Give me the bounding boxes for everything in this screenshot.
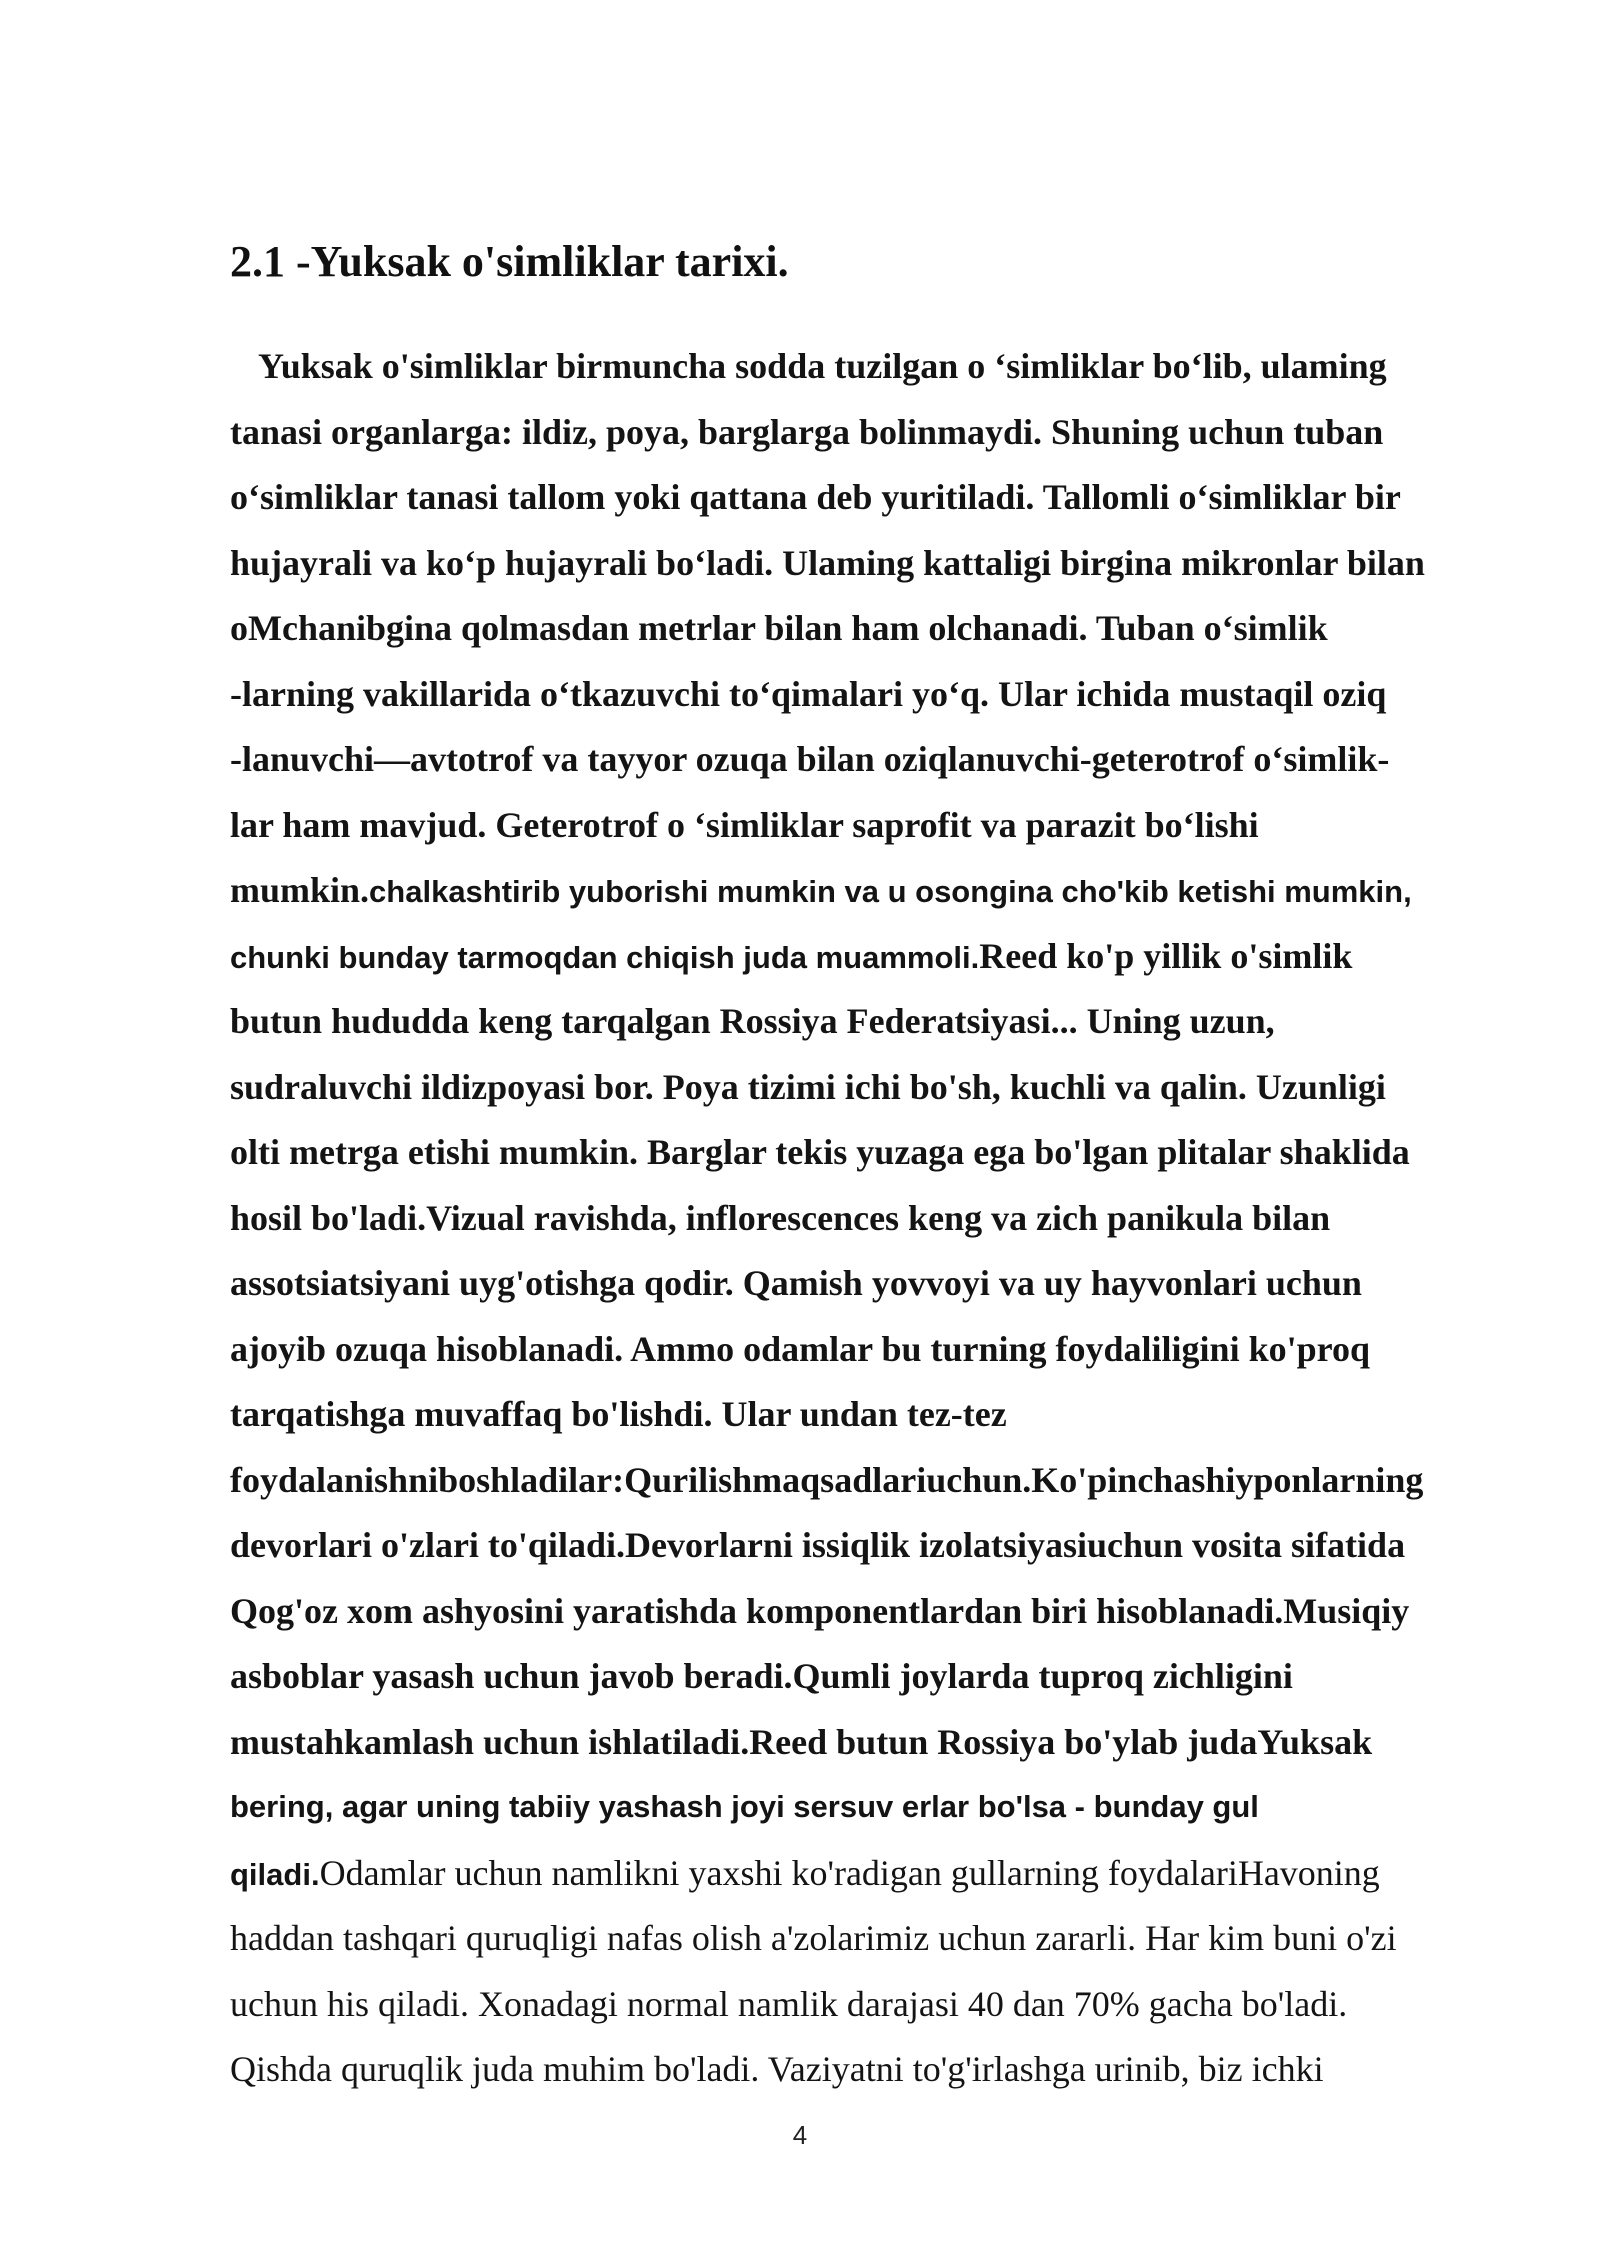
text-run: foydalanishniboshladilar:Qurilishmaqsadlariuchun.Ko'pinchashiyponlarning	[230, 1459, 1424, 1500]
text-line	[230, 1650, 1530, 1716]
text-run: Yuksak o'simliklar birmuncha sodda tuzilgan o ‘simliklar bo‘lib, ulaming	[258, 346, 1387, 386]
text-line	[230, 1781, 1530, 1847]
text-line	[230, 1847, 1530, 1913]
text-run: qiladi.	[230, 1856, 320, 1892]
text-run: olti metrga etishi mumkin. Barglar tekis yuzaga ega bo'lgan plitalar shaklida	[230, 1132, 1410, 1172]
text-run: Odamlar uchun namlikni yaxshi ko'radigan gullarning foydalariHavoning	[319, 1852, 1380, 1893]
text-run: hujayrali va ko‘p hujayrali bo‘ladi. Ulaming kattaligi birgina mikronlar bilan	[230, 542, 1425, 583]
text-line	[230, 340, 1530, 406]
text-run: ajoyib ozuqa hisoblanadi. Ammo odamlar bu turning foydaliligini ko'proq	[230, 1328, 1370, 1369]
text-run: hosil bo'ladi.Vizual ravishda, inflorescences keng va zich panikula bilan	[230, 1197, 1331, 1238]
text-line	[230, 668, 1530, 734]
text-run: chalkashtirib yuborishi mumkin va u osongina cho'kib ketishi mumkin,	[369, 874, 1412, 909]
text-run: uchun his qiladi. Xonadagi normal namlik darajasi 40 dan 70% gacha bo'ladi.	[230, 1983, 1348, 2024]
page-number: 4	[792, 2120, 808, 2150]
text-run: lar ham mavjud. Geterotrof o ‘simliklar saprofit va parazit bo‘lishi	[230, 804, 1259, 845]
text-line	[230, 1126, 1530, 1192]
text-run: oMchanibgina qolmasdan metrlar bilan ham olchanadi. Tuban o‘simlik	[230, 608, 1328, 648]
text-line	[230, 2043, 1530, 2109]
text-run: assotsiatsiyani uyg'otishga qodir. Qamish yovvoyi va uy hayvonlari uchun	[230, 1263, 1362, 1303]
text-line	[230, 1388, 1530, 1454]
text-run: butun hududda keng tarqalgan Rossiya Federatsiyasi... Uning uzun,	[230, 1001, 1275, 1041]
text-run: o‘simliklar tanasi tallom yoki qattana deb yuritiladi. Tallomli o‘simliklar bir	[230, 477, 1401, 517]
text-run: Qishda quruqlik juda muhim bo'ladi. Vaziyatni to'g'irlashga urinib, biz ichki	[230, 2049, 1324, 2089]
text-line	[230, 602, 1530, 668]
text-line	[230, 733, 1530, 799]
text-line	[230, 1323, 1530, 1389]
text-line	[230, 1585, 1530, 1651]
text-line	[230, 1519, 1530, 1585]
body-text	[230, 340, 1530, 2109]
text-line	[230, 1061, 1530, 1127]
text-run: devorlari o'zlari to'qiladi.Devorlarni issiqlik izolatsiyasiuchun vosita sifatida	[230, 1525, 1406, 1565]
text-line	[230, 930, 1530, 996]
text-line	[230, 406, 1530, 472]
text-run: Qog'oz xom ashyosini yaratishda komponentlardan biri hisoblanadi.Musiqiy	[230, 1590, 1410, 1631]
section-heading: 2.1 -Yuksak o'simliklar tarixi.	[230, 237, 789, 286]
text-line	[230, 537, 1530, 603]
text-line	[230, 1978, 1530, 2044]
text-line	[230, 864, 1530, 930]
text-run: Reed ko'p yillik o'simlik	[979, 935, 1353, 976]
text-line	[230, 471, 1530, 537]
text-run: tarqatishga muvaffaq bo'lishdi. Ular undan tez-tez	[230, 1394, 1007, 1434]
text-line	[230, 1912, 1530, 1978]
text-run: -larning vakillarida o‘tkazuvchi to‘qimalari yo‘q. Ular ichida mustaqil oziq	[230, 673, 1387, 714]
text-line	[230, 995, 1530, 1061]
text-line	[230, 799, 1530, 865]
text-run: tanasi organlarga: ildiz, poya, barglarga bolinmaydi. Shuning uchun tuban	[230, 411, 1384, 452]
text-run: -lanuvchi—avtotrof va tayyor ozuqa bilan oziqlanuvchi-geterotrof o‘simlik-	[230, 739, 1390, 779]
text-run: sudraluvchi ildizpoyasi bor. Poya tizimi ichi bo'sh, kuchli va qalin. Uzunligi	[230, 1066, 1386, 1107]
text-line	[230, 1192, 1530, 1258]
text-run: bering, agar uning tabiiy yashash joyi sersuv erlar bo'lsa - bunday gul	[230, 1789, 1259, 1824]
text-run: asboblar yasash uchun javob beradi.Qumli joylarda tuproq zichligini	[230, 1656, 1293, 1696]
text-run: mumkin.	[230, 870, 370, 910]
text-line	[230, 1454, 1530, 1520]
text-line	[230, 1257, 1530, 1323]
text-run: mustahkamlash uchun ishlatiladi.Reed butun Rossiya bo'ylab judaYuksak	[230, 1721, 1373, 1762]
text-line	[230, 1716, 1530, 1782]
text-run: haddan tashqari quruqligi nafas olish a'zolarimiz uchun zararli. Har kim buni o'zi	[230, 1918, 1397, 1958]
text-run: chunki bunday tarmoqdan chiqish juda muammoli.	[230, 939, 980, 975]
